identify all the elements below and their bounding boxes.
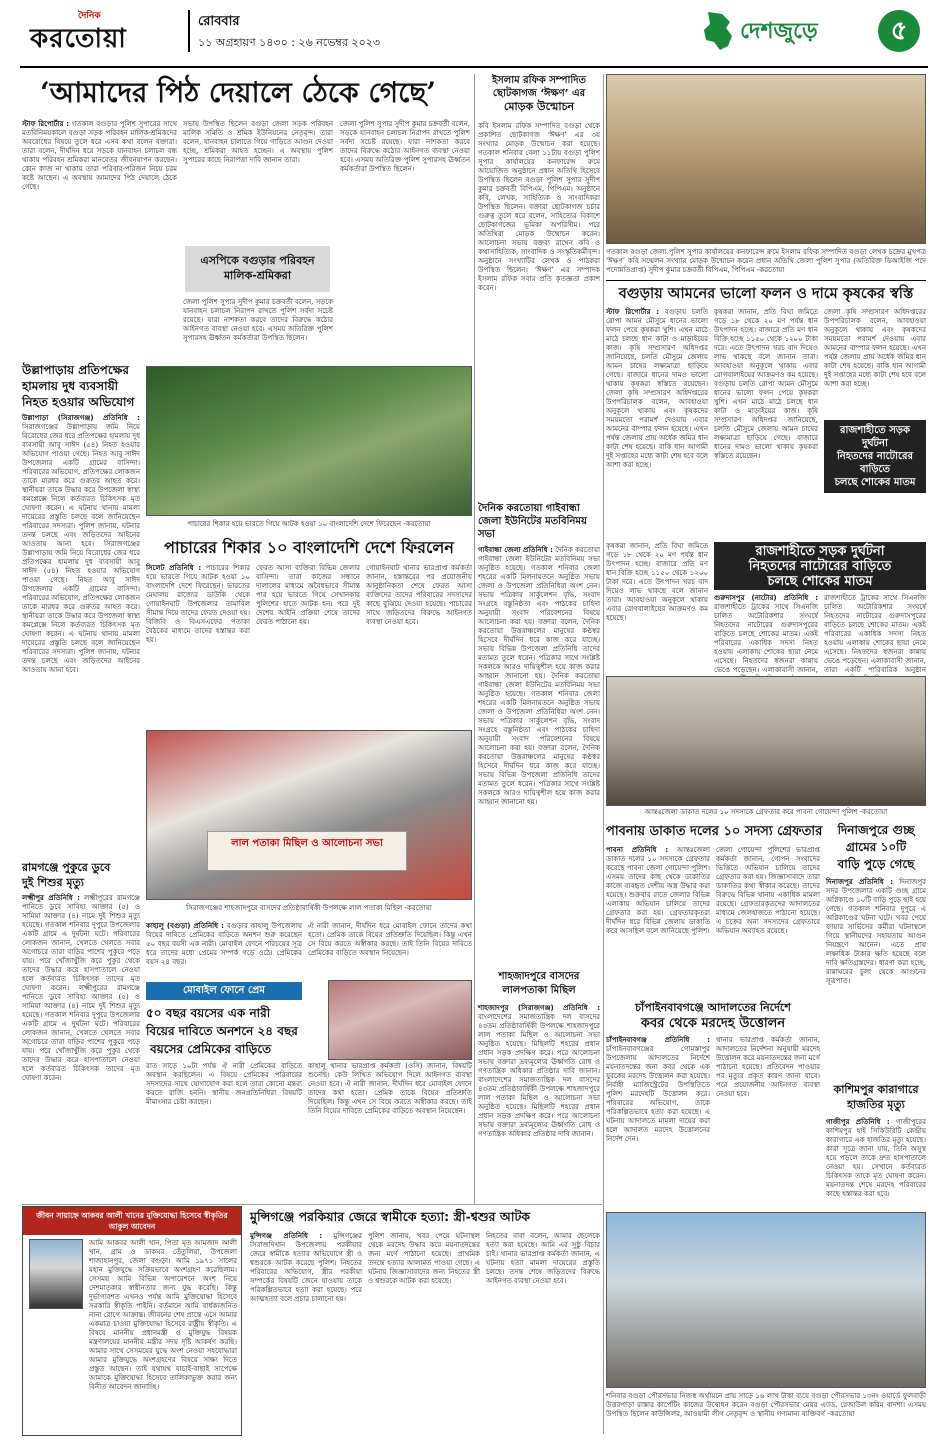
- ishara-photo-caption: [606, 248, 926, 278]
- rajshahi-headline-3: চলছে শোকের মাতম: [767, 574, 873, 589]
- dinajpur-headline: [826, 822, 926, 873]
- pabna-photo-credit: -করতোয়া: [859, 808, 888, 816]
- chapai-byline: চাঁপাইনবাবগঞ্জ প্রতিনিধি :: [606, 1036, 710, 1044]
- lead-col3-text: জেলা পুলিশ সুপার সুদীপ কুমার চক্রবর্তী বলেন, সড়কে যানবাহন চলাচল নিরাপদ রাখতে পুলিশ সর্বদা সচেষ্ট রয়েছে। যারা নাশকতা করবে তাদের বিরুদ্ধে কঠোর আইনগত ব্যবস্থা নেওয়া হবে। এসময় অতিরিক্ত পুলিশ সুপারসহ ঊর্ধ্বতন কর্মকর্তারা উপস্থিত ছিলেন।: [340, 120, 470, 173]
- ishara-caption-text: গতকাল বগুড়া জেলা পুলিশ সুপার কার্যালয়ের কনফারেন্স রুমে ইসলাম রফিক সম্পাদিত বগুড়া লেখক চক্রের মুখপত্র ‘ঈক্ষণ’ কবি সম্মেলন সংখ্যার মোড়ক উন্মোচন করেন প্রধান অতিথি জেলা পুলিশ সুপার (অতিরিক্ত ডিআইজি পদে পদোন্নতিপ্রাপ্ত) সুদীপ কুমার চক্রবর্তী বিপিএম, পিপিএম: [606, 248, 926, 274]
- pachar-col1: [146, 564, 250, 724]
- rajshahi-byline: গুরুদাসপুর (নাটোর) প্রতিনিধি :: [714, 594, 818, 602]
- kashimpur-headline: কাশিমপুর কারাগারে হাজতির মৃত্যু: [833, 1083, 919, 1111]
- section-title: দেশজুড়ে: [740, 18, 818, 44]
- rajshahi-headline: [714, 542, 926, 590]
- lead-col2b-text: জেলা পুলিশ সুপার সুদীপ কুমার চক্রবর্তী বলেন, সড়কে যানবাহন চলাচল নিরাপদ রাখতে পুলিশ সর্বদা সচেষ্ট রয়েছে। যারা নাশকতা করবে তাদের বিরুদ্ধে কঠোর আইনগত ব্যবস্থা নেওয়া হবে। এসময় অতিরিক্ত পুলিশ সুপারসহ ঊর্ধ্বতন কর্মকর্তারা উপস্থিত ছিলেন।: [183, 298, 333, 342]
- pachar-col3-text: গোয়াইনঘাট থানার ভারপ্রাপ্ত কর্মকর্তা জানান, হস্তান্তরের পর প্রয়োজনীয় আনুষ্ঠানিকতা শেষে ফেরত আসা ব্যক্তিদের তাদের পরিবারের সদস্যদের কাছে বুঝিয়ে দেওয়া হয়েছে। পাচারের সাথে জড়িতদের বিরুদ্ধে আইনগত ব্যবস্থা নেওয়া হবে।: [366, 564, 472, 626]
- ullapara-body-text-2: সিরাজগঞ্জের উল্লাপাড়ায় জমি নিয়ে বিরোধের জের ধরে প্রতিপক্ষের হামলায় দুধ ব্যবসায়ী আবু সাঈদ (৫৪) নিহত হওয়ার অভিযোগ পাওয়া গেছে। নিহত আবু সাঈদ উপজেলার একটি গ্রামের বাসিন্দা। পরিবারের অভিযোগ, প্রতিপক্ষের লোকজন তাকে মারধর করে গুরুতর আহত করে। স্থানীয়রা তাকে উদ্ধার করে উপজেলা স্বাস্থ্য কমপ্লেক্সে নিলে কর্তব্যরত চিকিৎসক মৃত ঘোষণা করেন। এ ঘটনায় থানায় মামলা দায়েরের প্রস্তুতি চলছে বলে জানিয়েছেন পরিবারের সদস্যরা। পুলিশ জানায়, ঘটনার তদন্ত চলছে এবং জড়িতদের আইনের আওতায় আনা হবে।: [22, 540, 140, 674]
- lead-col3: [340, 120, 470, 360]
- mobile-byline: কাহালু (বগুড়া) প্রতিনিধি :: [146, 922, 224, 930]
- kashimpur-byline: গাজীপুর প্রতিনিধি :: [826, 1118, 890, 1126]
- aman-col3: [824, 308, 926, 418]
- ullapara-body-text: সিরাজগঞ্জের উল্লাপাড়ায় জমি নিয়ে বিরোধের জের ধরে প্রতিপক্ষের হামলায় দুধ ব্যবসায়ী আবু সাঈদ (৫৪) নিহত হওয়ার অভিযোগ পাওয়া গেছে। নিহত আবু সাঈদ উপজেলার একটি গ্রামের বাসিন্দা। পরিবারের অভিযোগ, প্রতিপক্ষের লোকজন তাকে মারধর করে গুরুতর আহত করে। স্থানীয়রা তাকে উদ্ধার করে উপজেলা স্বাস্থ্য কমপ্লেক্সে নিলে কর্তব্যরত চিকিৎসক মৃত ঘোষণা করেন। এ ঘটনায় থানায় মামলা দায়েরের প্রস্তুতি চলছে বলে জানিয়েছেন পরিবারের সদস্যরা। পুলিশ জানায়, ঘটনার তদন্ত চলছে এবং জড়িতদের আইনের আওতায় আনা হবে।: [22, 423, 140, 548]
- lead-col1-text: গতকাল বগুড়ার পুলিশ সুপারের সাথে মতবিনিময়কালে বগুড়া সড়ক পরিবহন মালিক-শ্রমিকদের অবরোধের বিষয়ে তুলে ধরে এসব কথা বলেন বক্তারা। তারা বলেন, দীর্ঘদিন ধরে সড়কে যানবাহন চলাচল বন্ধ থাকায় পরিবহন শ্রমিকরা মানবেতর জীবনযাপন করছেন। কোন কাজ না থাকায় তারা পরিবার-পরিজন নিয়ে চরম কষ্টে আছেন। এ অবস্থায় আমাদের পিঠ দেয়ালে ঠেকে গেছে।: [22, 120, 177, 191]
- row-rule-bottom: [22, 1204, 602, 1205]
- karatoa-headline: [478, 502, 600, 541]
- aman-col2-more: বগুড়ায় চলতি রোপা আমন মৌসুমে ধানের ভালো ফলন পেয়ে কৃষকরা খুশি। এখন মাঠে মাঠে চলছে ধান কাটা ও মাড়াইয়ের কাজ। কৃষি সম্প্রসারণ অধিদপ্তর জানিয়েছে, চলতি মৌসুমে জেলায় আমন চাষের লক্ষ্যমাত্রা ছাড়িয়ে গেছে। বাজারে ধানের দামও ভালো থাকায় কৃষকরা স্বস্তিতে রয়েছেন।: [714, 380, 818, 460]
- pachar-col1-text: পাচারের শিকার হয়ে ভারতে গিয়ে আটক হওয়া ১০ বাংলাদেশি দেশে ফিরেছেন। ভারতের মেঘালয় রাজ্যের ডাউকি থেকে গোয়াইনঘাট উপজেলার তামাবিল সীমান্ত দিয়ে তাদের ফেরত দেওয়া হয়। বিজিবি ও বিএসএফের পতাকা বৈঠকের মাধ্যমে তাদের হস্তান্তর করা হয়।: [146, 564, 250, 644]
- rajshahi-body-2: রাজশাহীতে ট্রাকের সাথে সিএনজি চালিত অটোরিকশার সংঘর্ষে নিহতদের নাটোরের গুরুদাসপুরের বাড়িতে চলছে শোকের মাতম। একই পরিবারের একাধিক সদস্য নিহত হওয়ায় এলাকায় শোকের ছায়া নেমে এসেছে। নিহতদের স্বজনরা কান্নায় ভেঙে পড়েছেন। এলাকাবাসী জানান, তারা একটি পারিবারিক অনুষ্ঠান: [824, 594, 926, 674]
- ishara-photo: [606, 74, 926, 244]
- aman-col2: [714, 308, 818, 538]
- rajshahi-title: [824, 420, 926, 493]
- rajshahi-title-2: নিহতদের নাটোরের বাড়িতে: [836, 451, 914, 475]
- col-rule-2: [603, 74, 604, 1434]
- chapai-headline-2: কবর থেকে মরদেহ উত্তোলন: [640, 1016, 786, 1031]
- mobile-body3: রাত সাড়ে ১০টা পর্যন্ত ঐ নারী প্রেমিকের বাড়িতে অবস্থান করছিলেন। এ বিষয়ে প্রেমিকের পরিবারের সদস্যদের সাথে যোগাযোগ করা হলে তারা কোনো মন্তব্য করতে রাজি হননি। স্থানীয় জনপ্রতিনিধিরা বিষয়টি মীমাংসার চেষ্টা করছেন।: [146, 1062, 302, 1106]
- ishara-body: [478, 122, 600, 497]
- lead-col1: [22, 120, 177, 360]
- lead-col2b: [183, 298, 333, 360]
- ramganj-headline: [22, 860, 140, 890]
- section-banner: [700, 6, 930, 56]
- dinajpur-byline: দিনাজপুর প্রতিনিধি :: [826, 878, 894, 886]
- pabna-photo: [606, 676, 926, 806]
- shahjadpur-headline: [478, 970, 600, 998]
- ishara-body-text-2: আলোচনা সভায় বক্তব্য রাখেন কবি ও কথাসাহিত্যিক, সাংবাদিক ও সংস্কৃতিকর্মীবৃন্দ। অনুষ্ঠানে সংখ্যাটির লেখক ও পাঠকরা উপস্থিত ছিলেন। ‘ঈক্ষণ’ এর সম্পাদক ইসলাম রফিক সবার প্রতি কৃতজ্ঞতা প্রকাশ করেন।: [478, 239, 600, 292]
- mobile-headline-2: বিয়ের দাবিতে অনশনে ২৪ বছর: [146, 1024, 298, 1038]
- lead-byline: স্টাফ রিপোর্টার :: [22, 120, 70, 128]
- aman-byline: স্টাফ রিপোর্টার :: [606, 308, 660, 316]
- dinajpur-body-text: দিনাজপুর সদর উপজেলার একটি গুচ্ছ গ্রামে অগ্নিকাণ্ডে ১০টি বাড়ি পুড়ে ছাই হয়ে গেছে। গতকাল শনিবার দুপুরে এ অগ্নিকাণ্ডের ঘটনা ঘটে। খবর পেয়ে ফায়ার সার্ভিসের কর্মীরা ঘটনাস্থলে গিয়ে স্থানীয়দের সহায়তায় আগুন নিয়ন্ত্রণে আনেন। এতে প্রায় লক্ষাধিক টাকার ক্ষতি হয়েছে বলে দাবি ক্ষতিগ্রস্তদের। ধারণা করা হচ্ছে, রান্নাঘরের চুলা থেকে আগুনের সূত্রপাত।: [826, 878, 927, 985]
- rajshahi-headline-2: নিহতদের নাটোরের বাড়িতে: [748, 559, 892, 574]
- masthead-rule: [20, 66, 928, 68]
- karatoa-headline-1: দৈনিক করতোয়া গাইবান্ধা: [478, 503, 580, 514]
- laal-banner-text: লাল পতাকা মিছিল ও আলোচনা সভা: [231, 838, 383, 849]
- mobile-kicker: মোবাইল ফোনে প্রেম: [146, 982, 302, 1000]
- col-rule-1: [474, 74, 475, 1204]
- masthead-day: রোববার: [198, 14, 240, 29]
- pachar-col3: [366, 564, 472, 724]
- karatoa-headline-2: জেলা ইউনিটের মতবিনিময়: [478, 516, 587, 527]
- munshiganj-col1-text: মুন্সিগঞ্জের সিরাজদিখান উপজেলায় পরকীয়ার জেরে স্বামীকে হত্যার অভিযোগে স্ত্রী ও শ্বশুরকে আটক করেছে পুলিশ। নিহতের পরিবারের অভিযোগ, স্ত্রীর পরকীয়া সম্পর্কের বিষয়টি জেনে যাওয়ায় তাকে পরিকল্পিতভাবে হত্যা করা হয়েছে। পরে আত্মহত্যা বলে প্রচার চালানো হয়।: [250, 1232, 362, 1303]
- mobile-col3: [146, 1062, 302, 1202]
- dinajpur-title-1: দিনাজপুরে গুচ্ছ: [837, 823, 915, 837]
- ishara-headline-2: ছোটকাগজ ‘ঈক্ষণ’ এর: [492, 88, 586, 99]
- lead-headline: ‘আমাদের পিঠ দেয়ালে ঠেকে গেছে’: [40, 76, 437, 109]
- pachar-byline: সিলেট প্রতিনিধি :: [146, 564, 202, 572]
- chapai-col2-text: থানার ভারপ্রাপ্ত কর্মকর্তা জানান, আদালতের নির্দেশনা অনুযায়ী মরদেহ উত্তোলন করে ময়নাতদন্তের জন্য মর্গে পাঠানো হয়েছে। প্রতিবেদন পাওয়ার পর মৃত্যুর প্রকৃত কারণ জানা যাবে। পরে প্রয়োজনীয় আইনগত ব্যবস্থা নেওয়া হবে।: [716, 1036, 820, 1098]
- aman-col1-more: জেলা কৃষি সম্প্রসারণ অধিদপ্তরের উপপরিচালক বলেন, আবহাওয়া অনুকূলে থাকায় এবং কৃষকদের সময়মতো পরামর্শ দেওয়ায় এবার আমনের বাম্পার ফলন হয়েছে। এখন পর্যন্ত জেলায় প্রায় অর্ধেক জমির ধান কাটা শেষ হয়েছে। বাকি ধান আগামী দুই সপ্তাহের মধ্যে কাটা শেষ হবে বলে আশা করা হচ্ছে।: [606, 389, 708, 469]
- ullapara-body: [22, 414, 140, 854]
- laal-caption-text: সিরাজগঞ্জের শাহজাদপুরে বাসদের প্রতিষ্ঠাবার্ষিকী উপলক্ষে লাল পতাকা মিছিল: [186, 904, 403, 912]
- ramganj-headline-2: দুই শিশুর মৃত্যু: [22, 876, 84, 889]
- pachar-photo-caption: [146, 520, 472, 529]
- laal-photo-credit: -করতোয়া: [404, 904, 432, 912]
- mobile-col2: [308, 922, 472, 978]
- rule-aman-top: [606, 280, 926, 281]
- bottom-photo-caption: [606, 1392, 926, 1438]
- page-number: [878, 10, 920, 52]
- rajshahi-left-text: কৃষকরা জানান, প্রতি বিঘা জমিতে গড়ে ১৮ থেকে ২০ মণ পর্যন্ত ধান উৎপাদন হচ্ছে। বাজারে প্রতি মণ ধান বিক্রি হচ্ছে ১১৫০ থেকে ১২০০ টাকা দরে। এতে উৎপাদন খরচ বাদ দিয়েও লাভ থাকছে বলে জানান তারা। আবহাওয়া অনুকূলে থাকায় এবার রোগবালাইয়ের আক্রমণও কম হয়েছে।: [606, 542, 708, 622]
- ramganj-body-text: লক্ষ্মীপুরের রামগঞ্জে পানিতে ডুবে সাবিহা আক্তার (৫) ও সামিয়া আক্তার (৪) নামে দুই শিশুর মৃত্যু হয়েছে। গতকাল শনিবার দুপুরে উপজেলার একটি গ্রামে এ দুর্ঘটনা ঘটে। পরিবারের লোকজন জানান, খেলতে খেলতে সবার অগোচরে তারা বাড়ির পাশের পুকুরে পড়ে যায়। পরে খোঁজাখুঁজি করে পুকুর থেকে তাদের উদ্ধার করে হাসপাতালে নেওয়া হলে কর্তব্যরত চিকিৎসক তাদের মৃত ঘোষণা করেন।: [22, 894, 140, 992]
- ramganj-body-text-2: লক্ষ্মীপুরের রামগঞ্জে পানিতে ডুবে সাবিহা আক্তার (৫) ও সামিয়া আক্তার (৪) নামে দুই শিশুর মৃত্যু হয়েছে। গতকাল শনিবার দুপুরে উপজেলার একটি গ্রামে এ দুর্ঘটনা ঘটে। পরিবারের লোকজন জানান, খেলতে খেলতে সবার অগোচরে তারা বাড়ির পাশের পুকুরে পড়ে যায়। পরে খোঁজাখুঁজি করে পুকুর থেকে তাদের উদ্ধার করে হাসপাতালে নেওয়া হলে কর্তব্যরত চিকিৎসক তাদের মৃত ঘোষণা করেন।: [22, 984, 140, 1082]
- kashimpur-body-text: গাজীপুরের কাশিমপুর হাই সিকিউরিটি কেন্দ্রীয় কারাগারে এক হাজতির মৃত্যু হয়েছে। কারা সূত্রে জানা যায়, তিনি অসুস্থ হয়ে পড়লে তাকে দ্রুত হাসপাতালে নেওয়া হয়। সেখানে কর্তব্যরত চিকিৎসক তাকে মৃত ঘোষণা করেন। ময়নাতদন্ত শেষে মরদেহ পরিবারের কাছে হস্তান্তর করা হবে।: [826, 1118, 926, 1198]
- bottom-photo-credit: -করতোয়া: [827, 1410, 855, 1418]
- ishara-body-text: কবি ইসলাম রফিক সম্পাদিত বগুড়া থেকে প্রকাশিত ছোটকাগজ ‘ঈক্ষণ’ এর ৩য় সংখ্যার মোড়ক উন্মোচন করা হয়েছে। গতকাল শনিবার বেলা ১১টায় বগুড়া পুলিশ সুপার কার্যালয়ের কনফারেন্স রুমে আয়োজিত অনুষ্ঠানে প্রধান অতিথি হিসেবে উপস্থিত ছিলেন বগুড়া পুলিশ সুপার সুদীপ কুমার চক্রবর্তী বিপিএম, পিপিএম। অনুষ্ঠানে কবি, লেখক, সাহিত্যিক ও সাংবাদিকরা উপস্থিত ছিলেন। বক্তারা ছোটকাগজ চর্চার গুরুত্ব তুলে ধরে বলেন, সাহিত্যের বিকাশে ছোটকাগজের ভূমিকা অপরিসীম। পরে অতিথিরা মোড়ক উন্মোচন করেন।: [478, 122, 600, 238]
- pabna-col1-text: আন্তঃজেলা ডাকাত দলের ১০ সদস্যকে গ্রেফতার করেছে পাবনা জেলা গোয়েন্দা পুলিশ। এসময় তাদের কাছ থেকে ডাকাতির কাজে ব্যবহৃত দেশীয় অস্ত্র উদ্ধার করা হয়েছে। শুক্রবার রাতে জেলার বিভিন্ন এলাকায় অভিযান চালিয়ে তাদের গ্রেফতার করা হয়। গ্রেফতারকৃতরা দীর্ঘদিন ধরে বিভিন্ন জেলায় ডাকাতি করে আসছিল বলে জানিয়েছে পুলিশ।: [606, 846, 710, 935]
- pachar-caption-text: পাচারের শিকার হয়ে ভারতে গিয়ে আটক হওয়া ১০ বাংলাদেশি দেশে ফিরেছেন: [187, 520, 402, 528]
- shahjadpur-headline-1: শাহজাদপুরে বাসদের: [498, 971, 580, 982]
- ramganj-headline-1: রামগঞ্জে পুকুরে ডুবে: [22, 861, 111, 874]
- shahjadpur-body-text: বাংলাদেশের সমাজতান্ত্রিক দল বাসদের ৪৩তম প্রতিষ্ঠাবার্ষিকী উপলক্ষে শাহজাদপুরে লাল পতাকা মিছিল ও আলোচনা সভা অনুষ্ঠিত হয়েছে। মিছিলটি শহরের প্রধান প্রধান সড়ক প্রদক্ষিণ করে। পরে আলোচনা সভায় বক্তারা দ্রব্যমূল্যের ঊর্ধ্বগতি রোধ ও গণতান্ত্রিক অধিকার প্রতিষ্ঠার দাবি জানান।: [478, 1013, 600, 1075]
- laal-photo-caption: [146, 904, 472, 913]
- ishara-headline-1: ইসলাম রফিক সম্পাদিত: [491, 75, 587, 86]
- aman-col1: [606, 308, 708, 538]
- mobile-headline-1: ৫০ বছর বয়সের এক নারী: [146, 1006, 271, 1020]
- page-number-text: ৫: [890, 16, 908, 46]
- pabna-col2-text: জেলা গোয়েন্দা পুলিশের ভারপ্রাপ্ত কর্মকর্তা জানান, গোপন সংবাদের ভিত্তিতে অভিযান চালিয়ে তাদের গ্রেফতার করা হয়। জিজ্ঞাসাবাদে তারা ডাকাতির কথা স্বীকার করেছে। তাদের বিরুদ্ধে বিভিন্ন থানায় একাধিক মামলা রয়েছে। গ্রেফতারকৃতদের আদালতের মাধ্যমে জেলহাজতে পাঠানো হয়েছে। এ চক্রের অন্য সদস্যদের গ্রেফতারে অভিযান অব্যাহত রয়েছে।: [716, 846, 820, 935]
- pabna-byline: পাবনা প্রতিনিধি :: [606, 846, 669, 854]
- munshiganj-byline: মুন্সিগঞ্জ প্রতিনিধি :: [250, 1232, 323, 1240]
- karatoa-body-text-2: দৈনিক করতোয়া গাইবান্ধা জেলা ইউনিটের মতবিনিময় সভা অনুষ্ঠিত হয়েছে। গতকাল শনিবার জেলা শহরের একটি মিলনায়তনে অনুষ্ঠিত সভায় জেলা ও উপজেলা প্রতিনিধিরা অংশ নেন। সভায় পত্রিকার সার্কুলেশন বৃদ্ধি, সংবাদ সংগ্রহে বস্তুনিষ্ঠতা এবং পাঠকের চাহিদা অনুযায়ী সংবাদ পরিবেশনের বিষয়ে আলোচনা করা হয়। বক্তারা বলেন, দৈনিক করতোয়া উত্তরাঞ্চলের মানুষের কণ্ঠস্বর হিসেবে দীর্ঘদিন ধরে কাজ করে যাচ্ছে। সভায় বিভিন্ন উপজেলা প্রতিনিধি তাদের মতামত তুলে ধরেন। পত্রিকার সাথে সংশ্লিষ্ট সকলকে আরও দায়িত্বশীল হয়ে কাজ করার আহ্বান জানানো হয়।: [478, 672, 600, 806]
- shahjadpur-byline: শাহজাদপুর (সিরাজগঞ্জ) প্রতিনিধি :: [478, 1004, 600, 1012]
- ullapara-headline-3: নিহত হওয়ার অভিযোগ: [22, 395, 135, 409]
- chapai-col2: [716, 1036, 820, 1206]
- ad-portrait: [29, 1239, 83, 1309]
- ramganj-body: [22, 894, 140, 1194]
- kashimpur-body: [826, 1118, 926, 1208]
- pachar-col2: [256, 564, 360, 724]
- ramganj-byline: লক্ষ্মীপুর প্রতিনিধি :: [22, 894, 80, 902]
- karatoa-byline: গাইবান্ধা জেলা প্রতিনিধি :: [478, 546, 553, 554]
- lead-col2-text: সভায় উপস্থিত ছিলেন বগুড়া জেলা সড়ক পরিবহন মালিক সমিতি ও শ্রমিক ইউনিয়নের নেতৃবৃন্দ। তারা বলেন, যানবাহন চালাতে গিয়ে গাড়িতে আগুন দেওয়া হচ্ছে, শ্রমিকরা আহত হচ্ছেন। এ অবস্থায় পুলিশ সুপারের কাছে নিরাপত্তা দাবি জানান তারা।: [183, 120, 333, 164]
- mobile-body4: কাহালু থানার ভারপ্রাপ্ত কর্মকর্তা (ওসি) জানান, বিষয়টি শুনেছি। কেউ লিখিত অভিযোগ দিলে আইনগত ব্যবস্থা নেওয়া হবে।: [308, 1062, 472, 1088]
- dinajpur-body: [826, 878, 926, 1078]
- ad-body-text: আমি আকবর আলী খান, পিতা মৃত আমজাদ আলী খান, গ্রাম ও ডাকঘর তেঁতুলিয়া, উপজেলা শাজাহানপুর, জেলা বগুড়া। আমি ১৯৭১ সালের মহান মুক্তিযুদ্ধে সক্রিয়ভাবে অংশগ্রহণ করেছিলাম। সেসময় আমি বিভিন্ন অপারেশনে অংশ নিয়ে দেশমাতৃকার স্বাধীনতার জন্য যুদ্ধ করেছি। কিন্তু দুর্ভাগ্যবশত এখনও পর্যন্ত আমি মুক্তিযোদ্ধা হিসেবে সরকারি স্বীকৃতি পাইনি। বর্তমানে আমি বার্ধক্যজনিত নানা রোগে আক্রান্ত। জীবনের শেষ প্রান্তে এসে আমার একমাত্র চাওয়া মুক্তিযোদ্ধা হিসেবে রাষ্ট্রীয় স্বীকৃতি। এ বিষয়ে মাননীয় প্রধানমন্ত্রী ও মুক্তিযুদ্ধ বিষয়ক মন্ত্রণালয়ের মাননীয় মন্ত্রীর সদয় দৃষ্টি আকর্ষণ করছি। আমার সাথে সেসময়ের যুদ্ধে অংশ নেওয়া সহযোদ্ধারা আমার মুক্তিযুদ্ধে অংশগ্রহণের বিষয়ে সাক্ষ্য দিতে প্রস্তুত আছেন। তাই যথাযথ যাচাই-বাছাই সাপেক্ষে আমাকে মুক্তিযোদ্ধা হিসেবে তালিকাভুক্ত করার জন্য বিনীত আবেদন জানাচ্ছি।: [89, 1239, 237, 1391]
- logo-big: করতোয়া: [30, 24, 127, 54]
- logo-small: দৈনিক: [78, 11, 101, 21]
- masthead: [0, 0, 945, 68]
- pachar-headline: পাচারের শিকার ১০ বাংলাদেশি দেশে ফিরলেন: [164, 538, 454, 557]
- mobile-body2: ঐ নারী জানান, দীর্ঘদিন ধরে মোবাইল ফোনে তাদের কথা হতো। প্রেমিক তাকে বিয়ের প্রতিশ্রুতি দিয়েছিল। কিন্তু এখন সে বিয়ে করতে অস্বীকার করছে। তাই তিনি বিয়ের দাবিতে প্রেমিকের বাড়িতে অবস্থান নিয়েছেন।: [308, 922, 472, 957]
- karatoa-headline-3: সভা: [478, 529, 495, 540]
- chapai-col1: [606, 1036, 710, 1206]
- mobile-body4-more: ঐ নারী জানান, দীর্ঘদিন ধরে মোবাইল ফোনে তাদের কথা হতো। প্রেমিক তাকে বিয়ের প্রতিশ্রুতি দিয়েছিল। কিন্তু এখন সে বিয়ে করতে অস্বীকার করছে। তাই তিনি বিয়ের দাবিতে প্রেমিকের বাড়িতে অবস্থান নিয়েছেন।: [308, 1080, 472, 1115]
- pabna-photo-caption: [606, 808, 926, 817]
- pabna-col1: [606, 846, 710, 996]
- munshiganj-col1: [250, 1232, 362, 1432]
- pabna-caption-text: আন্তঃজেলা ডাকাত দলের ১০ সদস্যকে গ্রেফতার করে পাবনা গোয়েন্দা পুলিশ: [644, 808, 858, 816]
- pachar-col2-text: ফেরত আসা ব্যক্তিরা বিভিন্ন জেলার বাসিন্দা। তারা কাজের সন্ধানে দালালের মাধ্যমে অবৈধভাবে সীমান্ত পার হয়ে ভারতে গিয়ে সেখানকার পুলিশের হাতে আটক হন। পরে দুই দেশের আইনি প্রক্রিয়া শেষে তাদের ফেরত পাঠানো হয়।: [256, 564, 360, 626]
- ullapara-headline: [22, 362, 142, 410]
- lead-pullquote-text: এসপিকে বগুড়ার পরিবহন মালিক-শ্রমিকরা: [200, 254, 315, 282]
- rajshahi-body: রাজশাহীতে ট্রাকের সাথে সিএনজি চালিত অটোরিকশার সংঘর্ষে নিহতদের নাটোরের গুরুদাসপুরের বাড়িতে চলছে শোকের মাতম। একই পরিবারের একাধিক সদস্য নিহত হওয়ায় এলাকায় শোকের ছায়া নেমে এসেছে। নিহতদের স্বজনরা কান্নায় ভেঙে পড়েছেন। এলাকাবাসী জানান,: [714, 603, 818, 674]
- laal-banner: [207, 831, 407, 871]
- chapai-headline-1: চাঁপাইনবাবগঞ্জে আদালতের নির্দেশে: [635, 1001, 791, 1014]
- bangladesh-map-icon: [700, 10, 736, 52]
- munshiganj-col2-text: পুলিশ জানায়, খবর পেয়ে ঘটনাস্থল থেকে মরদেহ উদ্ধার করে ময়নাতদন্তের জন্য মর্গে পাঠানো হয়েছে। প্রাথমিক তদন্তে হত্যার আলামত পাওয়া গেছে। এ ঘটনায় জিজ্ঞাসাবাদের জন্য নিহতের স্ত্রী ও শ্বশুরকে আটক করা হয়েছে।: [368, 1232, 480, 1285]
- chapai-col1-text: চাঁপাইনবাবগঞ্জের গোমস্তাপুর উপজেলায় আদালতের নির্দেশে ময়নাতদন্তের জন্য কবর থেকে এক যুবকের মরদেহ উত্তোলন করা হয়েছে। নির্বাহী ম্যাজিস্ট্রেটের উপস্থিতিতে পুলিশ মরদেহটি উত্তোলন করে। পরিবারের অভিযোগ, তাকে পরিকল্পিতভাবে হত্যা করা হয়েছে। এ ঘটনায় আদালতে মামলা দায়ের করা হলে আদালত মরদেহ উত্তোলনের নির্দেশ দেন।: [606, 1045, 710, 1143]
- ishara-headline: [478, 74, 600, 114]
- pachar-photo: [146, 366, 472, 516]
- mobile-col1: [146, 922, 302, 978]
- karatoa-body: [478, 546, 600, 966]
- pabna-headline: পাবনায় ডাকাত দলের ১০ সদস্য গ্রেফতার: [606, 824, 823, 839]
- ishara-headline-3: মোড়ক উন্মোচন: [503, 100, 575, 113]
- chapai-headline: [606, 1000, 820, 1032]
- mobile-photo: [328, 980, 472, 1060]
- ad-body: [89, 1239, 237, 1429]
- aman-col2-text: কৃষকরা জানান, প্রতি বিঘা জমিতে গড়ে ১৮ থেকে ২০ মণ পর্যন্ত ধান উৎপাদন হচ্ছে। বাজারে প্রতি মণ ধান বিক্রি হচ্ছে ১১৫০ থেকে ১২০০ টাকা দরে। এতে উৎপাদন খরচ বাদ দিয়েও লাভ থাকছে বলে জানান তারা। আবহাওয়া অনুকূলে থাকায় এবার রোগবালাইয়ের আক্রমণও কম হয়েছে।: [714, 308, 818, 379]
- bottom-caption-text: শনিবার বগুড়া পৌরসভার নিজস্ব অর্থায়নে প্রায় সাড়ে ১৬ লাখ টাকা ব্যয়ে বগুড়া পৌরসভার ১৩নং ওয়ার্ডে ফুলবাড়ী উত্তরপাড়া রাস্তার কার্পেটিং কাজের উদ্বোধন করেন বগুড়া পৌরসভার মেয়র এ্যাড. রেজাউল করিম বাদশা। এসময় উপস্থিত ছিলেন কাউন্সিলর, আওয়ামী লীগ নেতৃবৃন্দ ও স্থানীয় গণ্যমান্য ব্যক্তিবর্গ: [606, 1392, 926, 1418]
- lead-col2: [183, 120, 333, 230]
- rajshahi-headline-1: রাজশাহীতে সড়ক দুর্ঘটনা: [755, 544, 885, 559]
- munshiganj-col3: [486, 1232, 600, 1432]
- aman-headline: বগুড়ায় আমনের ভালো ফলন ও দামে কৃষকের স্বস্তি: [618, 286, 914, 302]
- shahjadpur-body: [478, 1004, 600, 1204]
- shahjadpur-headline-2: লালপতাকা মিছিল: [502, 985, 576, 996]
- masthead-date: ১১ অগ্রহায়ণ ১৪৩০ : ২৬ নভেম্বর ২০২৩: [198, 36, 381, 49]
- laal-photo: [146, 730, 472, 900]
- rajshahi-title-1: রাজশাহীতে সড়ক দুর্ঘটনা: [839, 425, 911, 449]
- rajshahi-title-3: চলছে শোকের মাতম: [834, 477, 916, 488]
- bottom-photo: [606, 1212, 926, 1388]
- ullapara-headline-1: উল্লাপাড়ায় প্রতিপক্ষের: [22, 363, 129, 377]
- dinajpur-title-3: বাড়ি পুড়ে গেছে: [837, 857, 915, 871]
- aman-col3-text: জেলা কৃষি সম্প্রসারণ অধিদপ্তরের উপপরিচালক বলেন, আবহাওয়া অনুকূলে থাকায় এবং কৃষকদের সময়মতো পরামর্শ দেওয়ায় এবার আমনের বাম্পার ফলন হয়েছে। এখন পর্যন্ত জেলায় প্রায় অর্ধেক জমির ধান কাটা শেষ হয়েছে। বাকি ধান আগামী দুই সপ্তাহের মধ্যে কাটা শেষ হবে বলে আশা করা হচ্ছে।: [824, 308, 926, 388]
- ad-box: [22, 1206, 242, 1436]
- rajshahi-box: [824, 420, 926, 538]
- rajshahi-col-left: [606, 542, 708, 672]
- munshiganj-headline: মুন্সিগঞ্জে পরকিয়ার জেরে স্বামীকে হত্যা: স্ত্রী-শ্বশুর আটক: [250, 1209, 531, 1224]
- mobile-headline-3: বয়সের প্রেমিকের বাড়িতে: [150, 1042, 272, 1056]
- dinajpur-title-2: গ্রামের ১০টি: [845, 840, 907, 854]
- ullapara-byline: উল্লাপাড়া (সিরাজগঞ্জ) প্রতিনিধি :: [22, 414, 140, 422]
- ishara-photo-credit: -করতোয়া: [756, 266, 785, 274]
- mobile-body1: বগুড়ার কাহালু উপজেলায় বিয়ের দাবিতে প্রেমিকের বাড়িতে অনশন শুরু করেছেন ৫০ বছর বয়সী এক নারী। মোবাইল ফোনে পরিচয়ের সূত্র ধরে তাদের মধ্যে প্রেমের সম্পর্ক গড়ে ওঠে। প্রেমিকের বয়স ২৪ বছর।: [146, 922, 302, 966]
- pabna-col2: [716, 846, 820, 996]
- aman-col1-text: বগুড়ায় চলতি রোপা আমন মৌসুমে ধানের ভালো ফলন পেয়ে কৃষকরা খুশি। এখন মাঠে মাঠে চলছে ধান কাটা ও মাড়াইয়ের কাজ। কৃষি সম্প্রসারণ অধিদপ্তর জানিয়েছে, চলতি মৌসুমে জেলায় আমন চাষের লক্ষ্যমাত্রা ছাড়িয়ে গেছে। বাজারে ধানের দামও ভালো থাকায় কৃষকরা স্বস্তিতে রয়েছেন।: [606, 308, 708, 388]
- ullapara-headline-2: হামলায় দুধ ব্যবসায়ী: [22, 379, 119, 393]
- pachar-photo-credit: -করতোয়া: [403, 520, 431, 528]
- masthead-divider: [188, 10, 190, 52]
- shahjadpur-body-text-2: বাংলাদেশের সমাজতান্ত্রিক দল বাসদের ৪৩তম প্রতিষ্ঠাবার্ষিকী উপলক্ষে শাহজাদপুরে লাল পতাকা মিছিল ও আলোচনা সভা অনুষ্ঠিত হয়েছে। মিছিলটি শহরের প্রধান প্রধান সড়ক প্রদক্ষিণ করে। পরে আলোচনা সভায় বক্তারা দ্রব্যমূল্যের ঊর্ধ্বগতি রোধ ও গণতান্ত্রিক অধিকার প্রতিষ্ঠার দাবি জানান।: [478, 1076, 600, 1138]
- karatoa-body-text: দৈনিক করতোয়া গাইবান্ধা জেলা ইউনিটের মতবিনিময় সভা অনুষ্ঠিত হয়েছে। গতকাল শনিবার জেলা শহরের একটি মিলনায়তনে অনুষ্ঠিত সভায় জেলা ও উপজেলা প্রতিনিধিরা অংশ নেন। সভায় পত্রিকার সার্কুলেশন বৃদ্ধি, সংবাদ সংগ্রহে বস্তুনিষ্ঠতা এবং পাঠকের চাহিদা অনুযায়ী সংবাদ পরিবেশনের বিষয়ে আলোচনা করা হয়। বক্তারা বলেন, দৈনিক করতোয়া উত্তরাঞ্চলের মানুষের কণ্ঠস্বর হিসেবে দীর্ঘদিন ধরে কাজ করে যাচ্ছে। সভায় বিভিন্ন উপজেলা প্রতিনিধি তাদের মতামত তুলে ধরেন। পত্রিকার সাথে সংশ্লিষ্ট সকলকে আরও দায়িত্বশীল হয়ে কাজ করার আহ্বান জানানো হয়।: [478, 546, 600, 680]
- munshiganj-col2: [368, 1232, 480, 1432]
- mobile-col4: [308, 1062, 472, 1202]
- logo: [28, 6, 178, 60]
- munshiganj-col3-text: নিহতের বাবা বলেন, আমার ছেলেকে হত্যা করা হয়েছে। আমি এর সুষ্ঠু বিচার চাই। থানার ভারপ্রাপ্ত কর্মকর্তা জানান, এ ঘটনায় হত্যা মামলা দায়েরের প্রস্তুতি চলছে। তদন্ত শেষে জড়িতদের বিরুদ্ধে আইনগত ব্যবস্থা নেওয়া হবে।: [486, 1232, 600, 1285]
- lead-pullquote: [185, 246, 330, 292]
- ad-title: জীবন সায়াহ্নে আকবর আলী খানের মুক্তিযোদ্ধা হিসেবে স্বীকৃতির আকুল আবেদন: [23, 1207, 241, 1235]
